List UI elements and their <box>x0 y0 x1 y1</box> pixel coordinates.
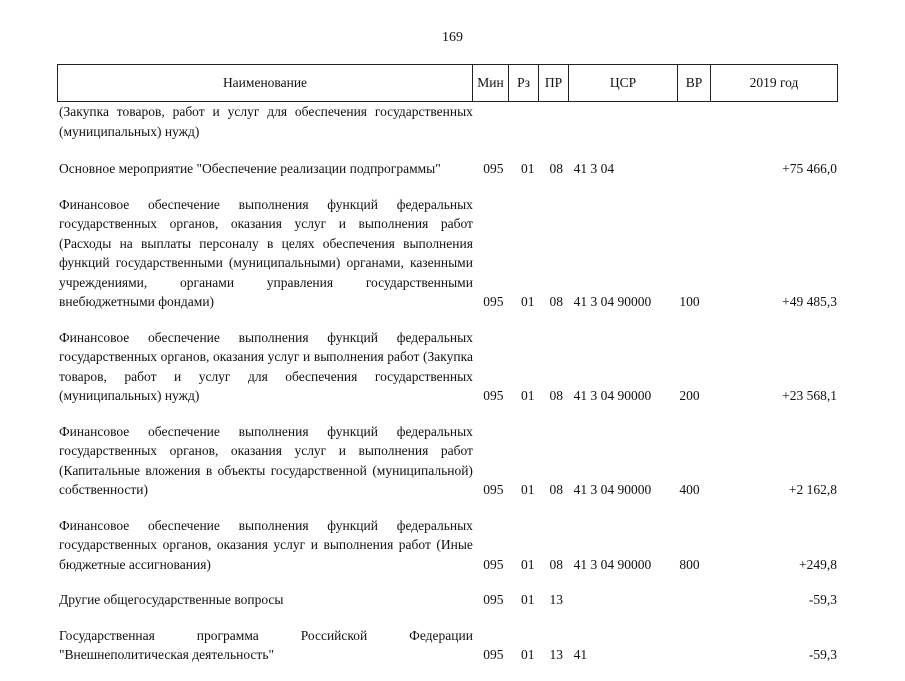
row-rz: 01 <box>521 161 535 176</box>
row-name: Финансовое обеспечение выполнения функций федеральных государственных органов, оказания услуг и выполнения работ (Иные бюджетные ассигнования) <box>59 517 473 572</box>
row-sum: -59,3 <box>808 592 837 607</box>
row-name: Государственная программа Российской Федерации "Внешнеполитическая деятельность" <box>59 627 473 662</box>
row-sum: -59,3 <box>808 647 837 662</box>
row-rz: 01 <box>521 592 535 607</box>
row-min: 095 <box>483 388 504 403</box>
row-name: Финансовое обеспечение выполнения функций федеральных государственных органов, оказания услуг и выполнения работ (Капитальные вложения в объекты государственной (муниципальной) собственности) <box>59 423 473 497</box>
row-name: Другие общегосударственные вопросы <box>59 592 284 607</box>
row-pr: 08 <box>549 482 563 497</box>
row-name: Финансовое обеспечение выполнения функций федеральных государственных органов, оказания услуг и выполнения работ (Закупка товаров, работ и услуг для обеспечения государственных (муниципальных) нужд) <box>59 329 473 403</box>
header-csr: ЦСР <box>569 65 678 102</box>
row-pr: 08 <box>549 294 563 309</box>
row-csr: 41 3 04 90000 <box>573 556 652 572</box>
row-csr: 41 <box>573 647 588 662</box>
row-vr: 100 <box>679 294 700 309</box>
row-min: 095 <box>483 482 504 497</box>
row-csr: 41 3 04 <box>573 161 615 176</box>
row-vr: 800 <box>679 556 700 572</box>
page-number: 169 <box>442 30 463 45</box>
row-rz: 01 <box>521 294 535 309</box>
row-sum: +249,8 <box>799 556 837 572</box>
row-sum: +2 162,8 <box>788 482 837 497</box>
row-sum: +75 466,0 <box>782 161 837 176</box>
header-vr: ВР <box>678 65 711 102</box>
row-pr: 13 <box>549 592 563 607</box>
row-min: 095 <box>483 592 504 607</box>
row-vr: 200 <box>679 388 700 403</box>
table-row <box>57 626 837 665</box>
table-row <box>57 328 837 406</box>
row-name: Основное мероприятие "Обеспечение реализации подпрограммы" <box>59 161 441 176</box>
row-sum: +23 568,1 <box>782 388 837 403</box>
row-min: 095 <box>483 161 504 176</box>
row-rz: 01 <box>521 647 535 662</box>
row-min: 095 <box>483 556 504 572</box>
header-min: Мин <box>473 65 509 102</box>
header-pr: ПР <box>539 65 569 102</box>
row-pr: 13 <box>549 647 563 662</box>
table-row <box>57 516 837 575</box>
row-csr: 41 3 04 90000 <box>573 482 652 497</box>
row-pr: 08 <box>549 388 563 403</box>
row-min: 095 <box>483 294 504 309</box>
row-rz: 01 <box>521 388 535 403</box>
table-body <box>57 102 837 681</box>
row-rz: 01 <box>521 556 535 572</box>
table-header <box>57 64 838 102</box>
row-name: (Закупка товаров, работ и услуг для обеспечения государственных (муниципальных) нужд) <box>59 104 473 139</box>
table-row <box>57 159 837 179</box>
table-row <box>57 422 837 500</box>
table-row <box>57 590 837 610</box>
row-vr: 400 <box>679 482 700 497</box>
header-name: Наименование <box>58 65 473 102</box>
header-rz: Рз <box>509 65 539 102</box>
row-sum: +49 485,3 <box>782 294 837 309</box>
row-csr: 41 3 04 90000 <box>573 294 652 309</box>
row-name: Финансовое обеспечение выполнения функций федеральных государственных органов, оказания услуг и выполнения работ (Расходы на выплаты персоналу в целях обеспечения выполнения функций государственными (муниципальными) органами, казенными учреждениями, органами управления государственными внебюджетными фондами) <box>59 196 473 309</box>
row-csr: 41 3 04 90000 <box>573 388 652 403</box>
row-pr: 08 <box>549 161 563 176</box>
table-row <box>57 195 837 312</box>
row-pr: 08 <box>549 556 563 572</box>
row-rz: 01 <box>521 482 535 497</box>
table-row <box>57 102 837 141</box>
row-min: 095 <box>483 647 504 662</box>
header-year: 2019 год <box>711 65 838 102</box>
